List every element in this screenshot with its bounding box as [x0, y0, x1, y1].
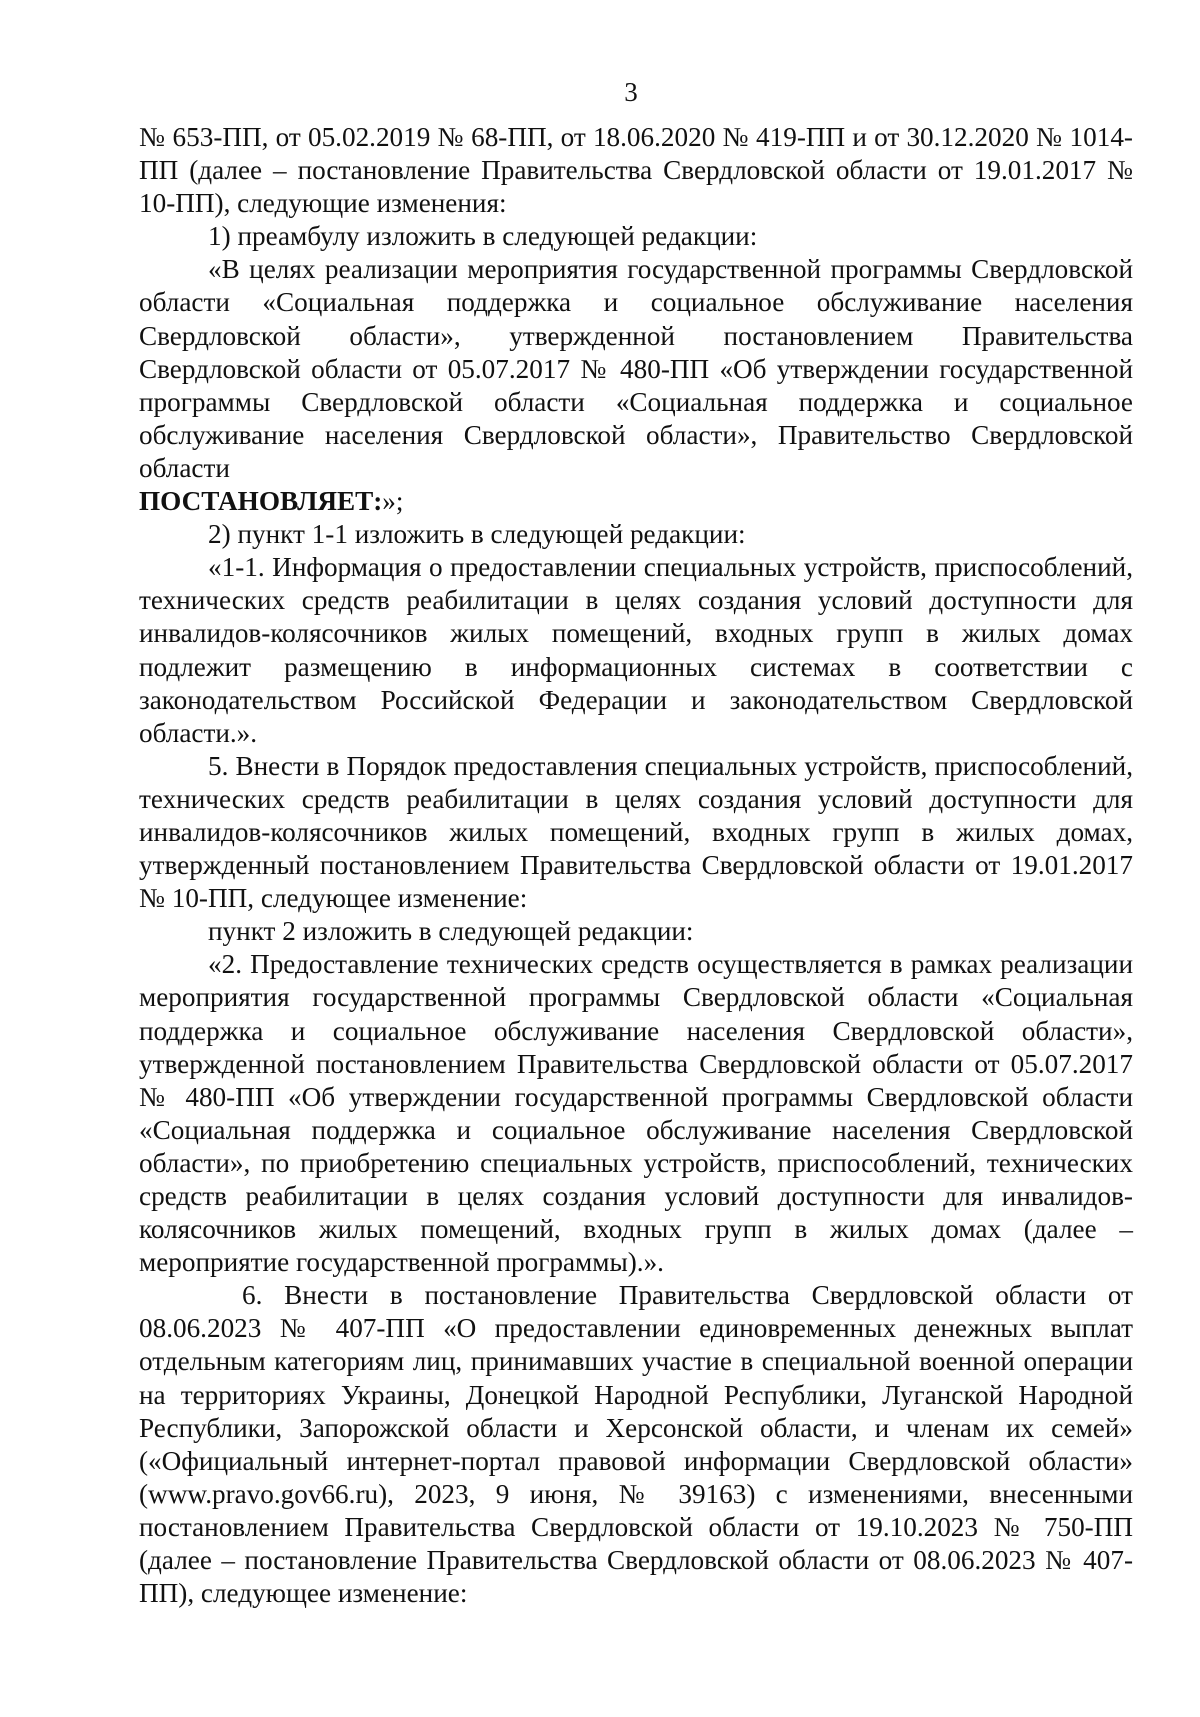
paragraph-point-1-1-quote: «1-1. Информация о предоставлении специальных устройств, приспособлений, технических средств реабилитации в целях создания условий доступности для инвалидов-колясочников жилых помещений, входных групп в жилых домах подлежит размещению в информационных системах в соответствии с законодательством Российской Федерации и законодательством Свердловской области.».: [139, 552, 1133, 748]
page-number: 3: [624, 77, 638, 107]
paragraph-item-1: 1) преамбулу изложить в следующей редакции:: [208, 221, 758, 252]
resolves-tail: »;: [382, 486, 404, 517]
paragraph-section-5: 5. Внести в Порядок предоставления специальных устройств, приспособлений, технических средств реабилитации в целях создания условий доступности для инвалидов-колясочников жилых помещений, входных групп в жилых домах, утвержденный постановлением Правительства Свердловской области от 19.01.2017 № 10-ПП, следующее изменение:: [139, 750, 1133, 914]
paragraph-continuation: № 653-ПП, от 05.02.2019 № 68-ПП, от 18.06.2020 № 419-ПП и от 30.12.2020 № 1014-ПП (далее – постановление Правительства Свердловской области от 19.01.2017 № 10-ПП), следующие изменения:: [139, 122, 1133, 219]
document-body: [139, 121, 1133, 1610]
paragraph-point-2-quote: «2. Предоставление технических средств осуществляется в рамках реализации мероприятия государственной программы Свердловской области «Социальная поддержка и социальное обслуживание населения Свердловской области», утвержденной постановлением Правительства Свердловской области от 05.07.2017 № 480-ПП «Об утверждении государственной программы Свердловской области «Социальная поддержка и социальное обслуживание населения Свердловской области», по приобретению специальных устройств, приспособлений, технических средств реабилитации в целях создания условий доступности для инвалидов-колясочников жилых помещений, входных групп в жилых домах (далее – мероприятие государственной программы).».: [139, 949, 1133, 1278]
paragraph-item-2: 2) пункт 1-1 изложить в следующей редакции:: [208, 519, 746, 550]
paragraph-resolves: [139, 485, 1133, 518]
paragraph-section-6: 6. Внести в постановление Правительства Свердловской области от 08.06.2023 № 407-ПП «О предоставлении единовременных денежных выплат отдельным категориям лиц, принимавших участие в специальной военной операции на территориях Украины, Донецкой Народной Республики, Луганской Народной Республики, Запорожской области и Херсонской области, и членам их семей» («Официальный интернет-портал правовой информации Свердловской области» (www.pravo.gov66.ru), 2023, 9 июня, № 39163) с изменениями, внесенными постановлением Правительства Свердловской области от 19.10.2023 № 750-ПП (далее – постановление Правительства Свердловской области от 08.06.2023 № 407-ПП), следующее изменение:: [139, 1280, 1133, 1609]
paragraph-point-2: пункт 2 изложить в следующей редакции:: [208, 916, 694, 947]
resolves-word: ПОСТАНОВЛЯЕТ:: [139, 486, 383, 517]
paragraph-preamble-quote: «В целях реализации мероприятия государственной программы Свердловской области «Социальная поддержка и социальное обслуживание населения Свердловской области», утвержденной постановлением Правительства Свердловской области от 05.07.2017 № 480-ПП «Об утверждении государственной программы Свердловской области «Социальная поддержка и социальное обслуживание населения Свердловской области», Правительство Свердловской области: [139, 254, 1133, 483]
